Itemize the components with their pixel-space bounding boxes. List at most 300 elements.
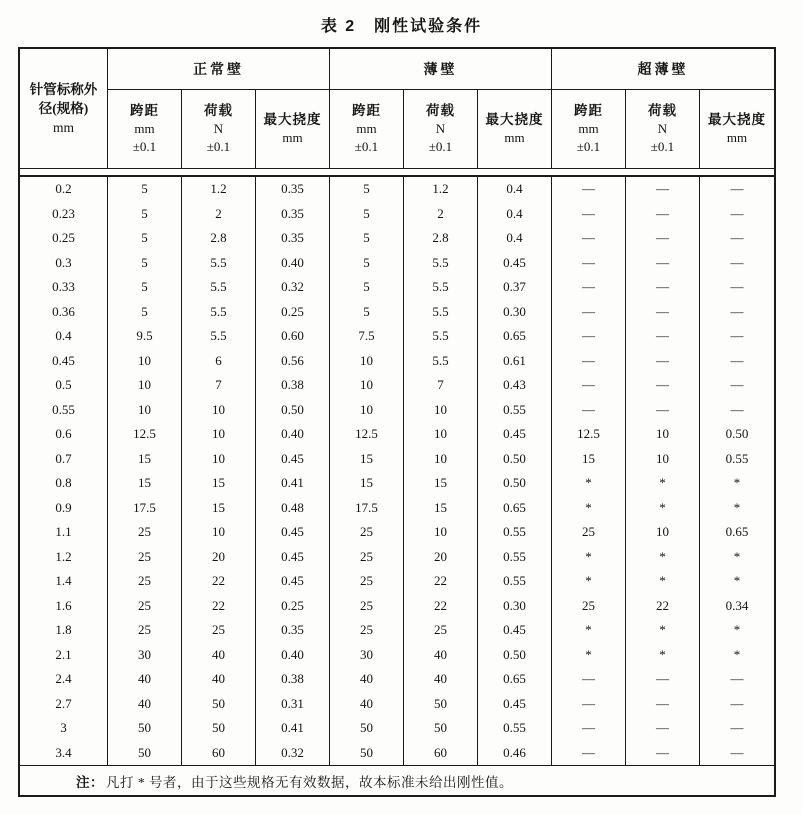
table-cell: 7 [182, 373, 256, 398]
table-cell: 10 [182, 422, 256, 447]
table-cell: 0.48 [256, 496, 330, 521]
table-cell: — [626, 177, 700, 202]
table-cell: 22 [182, 594, 256, 619]
table-cell: — [730, 279, 744, 295]
footnote-label: 注： [76, 774, 104, 790]
table-body [20, 177, 774, 765]
table-row [20, 422, 774, 447]
subcolumn-label: 荷载 [426, 103, 455, 118]
table-cell: 20 [404, 545, 478, 570]
header-body-divider [20, 169, 774, 177]
subcolumn-header [552, 90, 626, 168]
table-cell: — [626, 251, 700, 276]
size-cell: 1.6 [20, 594, 108, 619]
subcolumn-header [626, 90, 700, 168]
table-cell: — [626, 226, 700, 251]
table-cell: 50 [108, 741, 182, 766]
table-cell: 0.38 [256, 373, 330, 398]
table-cell: 5 [330, 300, 404, 325]
table-cell: 0.30 [478, 594, 552, 619]
table-row [20, 569, 774, 594]
table-cell: 5.5 [404, 324, 478, 349]
table-cell: * [626, 545, 700, 570]
table-cell: 0.40 [256, 251, 330, 276]
corner-header-line1: 针管标称外 [29, 82, 98, 97]
table-cell: 1.2 [182, 177, 256, 202]
table-row [20, 251, 774, 276]
table-cell: 10 [626, 447, 700, 472]
table-cell: * [733, 475, 741, 491]
subcolumn-unit: mm [504, 130, 525, 145]
table-cell: 25 [330, 569, 404, 594]
subcolumn-label: 最大挠度 [708, 112, 766, 127]
table-cell: 0.65 [478, 324, 552, 349]
table-cell: — [626, 667, 700, 692]
table-cell: 0.50 [478, 643, 552, 668]
table-cell: 40 [404, 643, 478, 668]
table-cell: 0.55 [478, 716, 552, 741]
size-cell: 0.2 [20, 177, 108, 202]
size-cell: 0.55 [20, 398, 108, 423]
table-cell: 5.5 [404, 349, 478, 374]
table-row [20, 667, 774, 692]
table-cell: 0.45 [478, 251, 552, 276]
subcolumn-header [700, 90, 774, 168]
table-cell: 10 [182, 520, 256, 545]
table-cell: 50 [404, 716, 478, 741]
size-cell: 2.7 [20, 692, 108, 717]
table-cell: 0.40 [256, 643, 330, 668]
table-cell: 10 [404, 447, 478, 472]
table-cell: 10 [404, 520, 478, 545]
table-cell: — [552, 226, 626, 251]
subcolumn-header [330, 90, 404, 168]
table-cell: — [552, 349, 626, 374]
table-cell: — [730, 303, 744, 319]
table-cell: 0.45 [256, 520, 330, 545]
table-cell: 6 [182, 349, 256, 374]
table-row [20, 471, 774, 496]
table-cell: — [626, 349, 700, 374]
corner-header-nominal-od [20, 49, 108, 168]
table-cell: 0.37 [478, 275, 552, 300]
table-cell: 0.65 [478, 496, 552, 521]
table-cell: — [552, 398, 626, 423]
header-right-section [108, 49, 774, 168]
table-cell: 0.46 [478, 741, 552, 766]
table-cell: 0.30 [478, 300, 552, 325]
table-cell: 0.45 [478, 618, 552, 643]
table-cell: 0.25 [256, 300, 330, 325]
subcolumn-label: 最大挠度 [485, 112, 544, 127]
table-cell: 10 [330, 349, 404, 374]
table-cell: 0.50 [256, 398, 330, 423]
subcolumn-header [478, 90, 552, 168]
table-cell: — [730, 254, 744, 270]
table-cell: — [626, 741, 700, 766]
group-header: 正常壁 [108, 49, 330, 89]
table-cell: 12.5 [552, 422, 626, 447]
table-cell: 5 [108, 226, 182, 251]
table-cell: 25 [330, 520, 404, 545]
table-cell: * [552, 496, 626, 521]
table-cell: 50 [182, 716, 256, 741]
table-cell: * [733, 499, 741, 515]
table-cell: 10 [626, 520, 700, 545]
table-cell: — [626, 716, 700, 741]
table-cell: — [730, 328, 744, 344]
table-cell: 5.5 [404, 275, 478, 300]
subcolumn-unit: N [213, 121, 224, 136]
size-cell: 0.33 [20, 275, 108, 300]
corner-header-line3: mm [52, 120, 74, 135]
table-cell: 0.45 [256, 447, 330, 472]
subcolumn-label: 跨距 [574, 103, 603, 118]
table-cell: — [626, 275, 700, 300]
table-cell: — [626, 300, 700, 325]
table-cell: 10 [404, 398, 478, 423]
table-cell: — [730, 744, 744, 760]
table-cell: 0.41 [256, 716, 330, 741]
subcolumn-label: 跨距 [130, 103, 159, 118]
table-cell: 0.50 [725, 426, 749, 442]
table-cell: 0.55 [478, 545, 552, 570]
size-cell: 3 [20, 716, 108, 741]
table-cell: — [626, 373, 700, 398]
table-cell: 10 [330, 373, 404, 398]
subcolumn-header [182, 90, 256, 168]
table-cell: — [626, 692, 700, 717]
table-cell: * [733, 622, 741, 638]
table-cell: 0.4 [478, 202, 552, 227]
table-cell: 5 [330, 251, 404, 276]
table-cell: * [626, 618, 700, 643]
table-cell: 0.45 [478, 692, 552, 717]
subcolumn-header [404, 90, 478, 168]
table-cell: 5 [108, 177, 182, 202]
table-cell: 10 [108, 349, 182, 374]
table-cell: — [552, 741, 626, 766]
table-cell: 12.5 [330, 422, 404, 447]
table-cell: 0.65 [478, 667, 552, 692]
table-cell: — [552, 667, 626, 692]
table-cell: 0.41 [256, 471, 330, 496]
size-cell: 0.23 [20, 202, 108, 227]
size-cell: 0.8 [20, 471, 108, 496]
table-cell: 2.8 [182, 226, 256, 251]
table-cell: 60 [182, 741, 256, 766]
subcolumn-unit: mm [134, 121, 155, 136]
table-cell: 15 [182, 496, 256, 521]
table-cell: * [626, 569, 700, 594]
table-cell: 1.2 [404, 177, 478, 202]
table-cell: 25 [330, 594, 404, 619]
table-cell: 50 [108, 716, 182, 741]
table-cell: — [730, 720, 744, 736]
table-cell: 2.8 [404, 226, 478, 251]
table-cell: * [552, 569, 626, 594]
table-cell: 15 [182, 471, 256, 496]
footnote-row [20, 765, 774, 795]
table-cell: — [552, 300, 626, 325]
size-cell: 0.6 [20, 422, 108, 447]
subcolumn-unit: mm [726, 130, 748, 145]
table-cell: 50 [182, 692, 256, 717]
table-cell: 25 [552, 594, 626, 619]
table-cell: — [552, 692, 626, 717]
table-cell: 7 [404, 373, 478, 398]
table-row [20, 545, 774, 570]
table-cell: 5 [330, 275, 404, 300]
table-cell: 0.34 [725, 597, 749, 613]
subcolumn-unit: mm [282, 130, 303, 145]
table-cell: 15 [330, 471, 404, 496]
table-cell: 10 [182, 398, 256, 423]
table-cell: 0.55 [478, 520, 552, 545]
table-cell: 15 [404, 496, 478, 521]
table-cell: — [552, 177, 626, 202]
table-row [20, 692, 774, 717]
table-cell: 5.5 [182, 324, 256, 349]
table-cell: 0.35 [256, 202, 330, 227]
group-header: 超薄壁 [637, 63, 689, 78]
table-cell: 30 [108, 643, 182, 668]
table-cell: 40 [330, 692, 404, 717]
table-cell: 30 [330, 643, 404, 668]
table-cell: — [730, 230, 744, 246]
table-cell: — [730, 671, 744, 687]
table-cell: * [552, 643, 626, 668]
table-cell: 0.50 [478, 471, 552, 496]
subcolumn-unit: N [657, 121, 668, 136]
table-cell: * [552, 471, 626, 496]
table-cell: 0.45 [256, 545, 330, 570]
table-cell: 2 [404, 202, 478, 227]
table-cell: 5 [108, 300, 182, 325]
table-cell: 22 [404, 569, 478, 594]
table-cell: 60 [404, 741, 478, 766]
table-cell: 5 [108, 275, 182, 300]
table-cell: 25 [108, 520, 182, 545]
size-cell: 1.4 [20, 569, 108, 594]
table-row [20, 324, 774, 349]
table-row [20, 594, 774, 619]
subcolumn-unit: mm [356, 121, 377, 136]
subcolumn-unit: mm [578, 121, 599, 136]
size-cell: 0.4 [20, 324, 108, 349]
table-row [20, 349, 774, 374]
table-cell: 10 [330, 398, 404, 423]
table-cell: 0.50 [478, 447, 552, 472]
table-cell: — [730, 695, 744, 711]
table-cell: 0.35 [256, 177, 330, 202]
size-cell: 3.4 [20, 741, 108, 766]
table-cell: * [733, 573, 741, 589]
table-cell: 5.5 [182, 251, 256, 276]
table-cell: 0.55 [725, 450, 749, 466]
table-cell: 5.5 [182, 275, 256, 300]
table-cell: 25 [182, 618, 256, 643]
table-cell: — [730, 377, 744, 393]
table-cell: 25 [330, 545, 404, 570]
table-cell: 40 [108, 667, 182, 692]
table-cell: 0.31 [256, 692, 330, 717]
table-cell: 0.32 [256, 275, 330, 300]
table-cell: — [730, 352, 744, 368]
table-title: 表 2 刚性试验条件 [320, 18, 483, 35]
table-row [20, 177, 774, 202]
table-row [20, 643, 774, 668]
table-cell: 25 [108, 618, 182, 643]
table-cell: 0.38 [256, 667, 330, 692]
table-cell: 25 [552, 520, 626, 545]
table-cell: 5.5 [182, 300, 256, 325]
table-cell: * [733, 646, 741, 662]
table-cell: 5 [330, 177, 404, 202]
table-cell: 0.61 [478, 349, 552, 374]
table-cell: * [552, 545, 626, 570]
table-cell: * [552, 618, 626, 643]
table-cell: * [626, 643, 700, 668]
table-cell: 25 [108, 594, 182, 619]
table-cell: 0.32 [256, 741, 330, 766]
corner-header-line2: 径(规格) [38, 101, 89, 116]
table-cell: 5 [330, 202, 404, 227]
table-cell: 5 [108, 202, 182, 227]
table-row [20, 275, 774, 300]
table-row [20, 447, 774, 472]
size-cell: 0.3 [20, 251, 108, 276]
wall-group-row [108, 49, 774, 90]
table-cell: * [733, 548, 741, 564]
table-cell: — [626, 202, 700, 227]
table-cell: 50 [404, 692, 478, 717]
size-cell: 1.1 [20, 520, 108, 545]
table-cell: 17.5 [108, 496, 182, 521]
table-cell: — [552, 275, 626, 300]
footnote-text: 凡打 * 号者，由于这些规格无有效数据，故本标准未给出刚性值。 [106, 774, 513, 790]
table-cell: 10 [108, 398, 182, 423]
table-row [20, 226, 774, 251]
table-cell: 0.35 [256, 618, 330, 643]
rigidity-test-table [18, 47, 776, 797]
table-cell: — [626, 398, 700, 423]
table-cell: 22 [626, 594, 700, 619]
table-cell: 0.35 [256, 226, 330, 251]
table-row [20, 716, 774, 741]
size-cell: 1.8 [20, 618, 108, 643]
table-cell: 0.55 [478, 398, 552, 423]
table-cell: 5 [330, 226, 404, 251]
table-row [20, 398, 774, 423]
group-header: 薄壁 [330, 49, 552, 89]
table-cell: 40 [330, 667, 404, 692]
table-cell: 5 [108, 251, 182, 276]
table-cell: 15 [552, 447, 626, 472]
table-cell: — [552, 324, 626, 349]
subcolumn-tolerance: ±0.1 [206, 139, 231, 154]
size-cell: 2.4 [20, 667, 108, 692]
table-cell: 5.5 [404, 300, 478, 325]
table-cell: 10 [404, 422, 478, 447]
size-cell: 0.36 [20, 300, 108, 325]
table-cell: 7.5 [330, 324, 404, 349]
table-cell: 9.5 [108, 324, 182, 349]
table-cell: 10 [626, 422, 700, 447]
table-cell: 22 [182, 569, 256, 594]
table-cell: — [552, 202, 626, 227]
table-cell: 0.4 [478, 226, 552, 251]
table-cell: 20 [182, 545, 256, 570]
subcolumn-label: 跨距 [352, 103, 381, 118]
subcolumn-tolerance: ±0.1 [576, 139, 601, 154]
table-cell: — [626, 324, 700, 349]
table-cell: 10 [108, 373, 182, 398]
table-cell: 0.45 [478, 422, 552, 447]
table-cell: 0.4 [478, 177, 552, 202]
size-cell: 2.1 [20, 643, 108, 668]
table-row [20, 373, 774, 398]
table-cell: 40 [108, 692, 182, 717]
table-cell: 25 [108, 569, 182, 594]
table-row [20, 202, 774, 227]
table-header [20, 49, 774, 169]
table-cell: 0.55 [478, 569, 552, 594]
table-cell: 15 [330, 447, 404, 472]
table-cell: — [552, 251, 626, 276]
table-cell: 50 [330, 741, 404, 766]
subcolumn-label: 最大挠度 [263, 112, 322, 127]
table-cell: 10 [182, 447, 256, 472]
table-cell: 25 [330, 618, 404, 643]
table-cell: 22 [404, 594, 478, 619]
table-cell: * [626, 471, 700, 496]
subcolumn-tolerance: ±0.1 [132, 139, 157, 154]
table-cell: 0.43 [478, 373, 552, 398]
table-cell: 40 [182, 643, 256, 668]
size-cell: 0.9 [20, 496, 108, 521]
table-row [20, 300, 774, 325]
table-cell: — [730, 401, 744, 417]
subcolumn-tolerance: ±0.1 [354, 139, 379, 154]
table-row [20, 741, 774, 766]
subcolumn-unit: N [435, 121, 446, 136]
table-cell: * [626, 496, 700, 521]
table-cell: 5.5 [404, 251, 478, 276]
table-cell: — [730, 205, 744, 221]
table-cell: 40 [182, 667, 256, 692]
subcolumn-tolerance: ±0.1 [428, 139, 453, 154]
subcolumn-header [256, 90, 330, 168]
table-row [20, 618, 774, 643]
table-cell: 12.5 [108, 422, 182, 447]
subcolumn-label: 荷载 [204, 103, 233, 118]
table-cell: 50 [330, 716, 404, 741]
table-row [20, 520, 774, 545]
table-cell: 0.25 [256, 594, 330, 619]
subcolumn-tolerance: ±0.1 [650, 139, 675, 154]
table-row [20, 496, 774, 521]
table-cell: 0.56 [256, 349, 330, 374]
table-cell: 15 [404, 471, 478, 496]
table-cell: — [730, 181, 744, 197]
table-cell: 0.45 [256, 569, 330, 594]
table-cell: 25 [404, 618, 478, 643]
table-cell: 2 [182, 202, 256, 227]
size-cell: 0.7 [20, 447, 108, 472]
table-cell: 25 [108, 545, 182, 570]
subcolumn-header-row [108, 90, 774, 168]
